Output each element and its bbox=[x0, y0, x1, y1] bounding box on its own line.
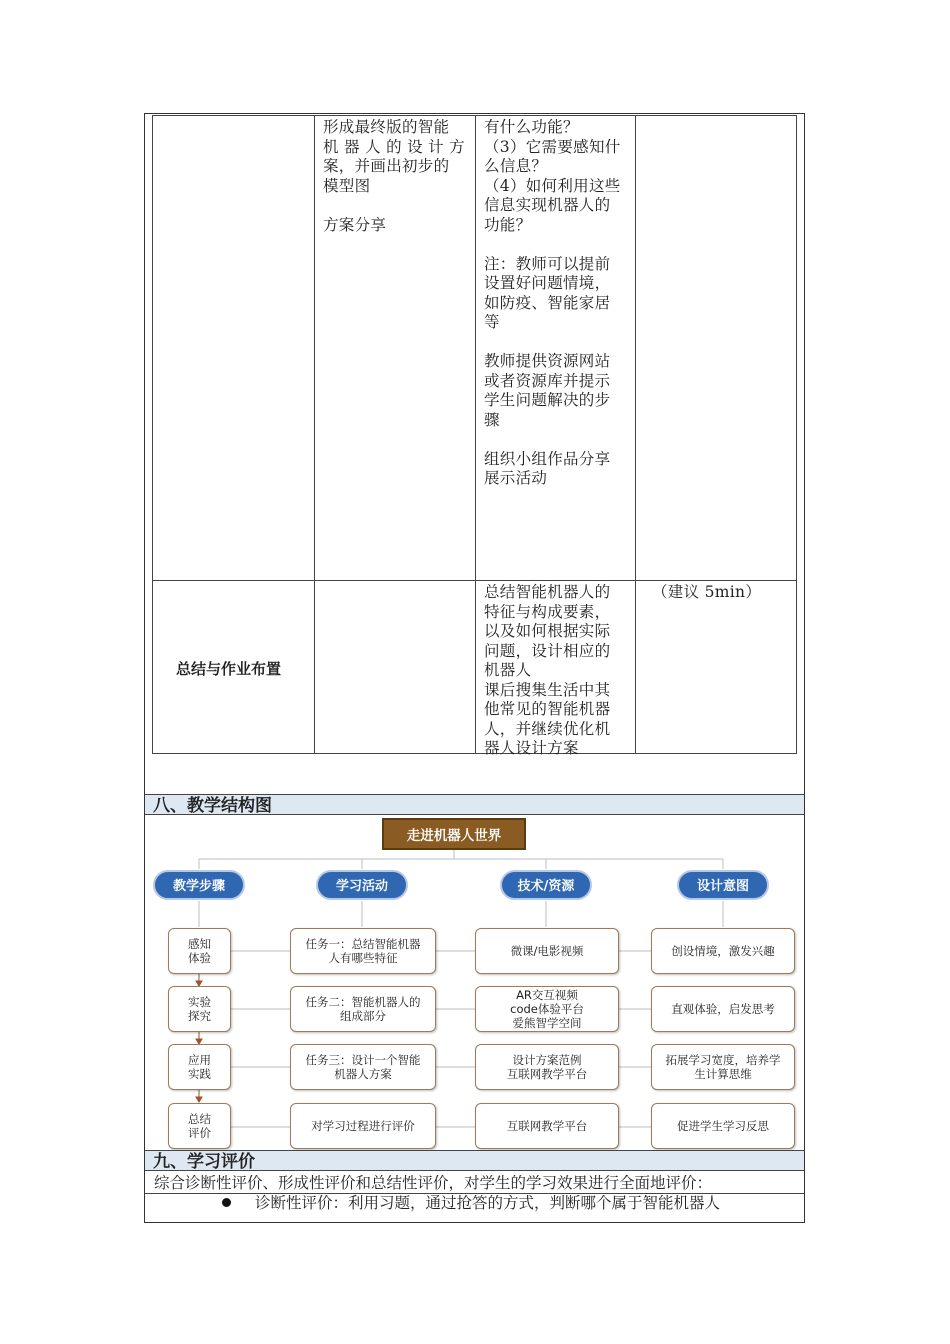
row-label-summary: 总结与作业布置 bbox=[176, 660, 282, 678]
header-tech-resources: 技术/资源 bbox=[500, 870, 592, 900]
text-line: 学生问题解决的步 bbox=[484, 391, 611, 409]
cell-teacher-top bbox=[484, 118, 630, 489]
step-box bbox=[168, 1103, 231, 1149]
intent-box bbox=[651, 1044, 795, 1090]
activity-box bbox=[290, 928, 436, 974]
text-line: 组织小组作品分享 bbox=[484, 449, 611, 468]
text-line: 如防疫、智能家居 bbox=[484, 293, 611, 312]
text-line: 课后搜集生活中其 bbox=[484, 680, 611, 699]
table-col-divider bbox=[635, 115, 636, 754]
resource-label: 设计方案范例 互联网教学平台 bbox=[506, 1053, 588, 1081]
resource-label: 微课/电影视频 bbox=[510, 944, 584, 958]
text-line: 注：教师可以提前 bbox=[484, 254, 611, 273]
activity-label: 任务二：智能机器人的 组成部分 bbox=[305, 995, 421, 1023]
intent-label: 拓展学习宽度，培养学 生计算思维 bbox=[665, 1053, 781, 1081]
text-line: 人，并继续优化机 bbox=[484, 719, 611, 738]
step-box bbox=[168, 986, 231, 1032]
evaluation-bullet-1: 诊断性评价：利用习题，通过抢答的方式，判断哪个属于智能机器人 bbox=[255, 1194, 721, 1212]
intent-box bbox=[651, 986, 795, 1032]
text-line: （3）它需要感知什 bbox=[484, 137, 621, 156]
resource-box bbox=[475, 986, 619, 1032]
text-line bbox=[484, 235, 630, 255]
text-line: 器人设计方案 bbox=[484, 739, 579, 757]
text-line: 案，并画出初步的 bbox=[323, 157, 450, 175]
text-line: 问题，设计相应的 bbox=[484, 641, 611, 660]
text-line bbox=[484, 430, 630, 450]
intent-box bbox=[651, 1103, 795, 1149]
text-line: 骤 bbox=[484, 410, 500, 429]
table-col-divider bbox=[314, 115, 315, 754]
intent-label: 创设情境，激发兴趣 bbox=[671, 944, 775, 958]
step-box bbox=[168, 928, 231, 974]
text-line bbox=[323, 196, 469, 216]
activity-box bbox=[290, 1103, 436, 1149]
text-line: 信息实现机器人的 bbox=[484, 196, 611, 214]
resource-box bbox=[475, 1044, 619, 1090]
section-9-heading: 九、学习评价 bbox=[145, 1150, 804, 1171]
resource-box bbox=[475, 928, 619, 974]
diagram-title: 走进机器人世界 bbox=[382, 818, 526, 850]
resource-box bbox=[475, 1103, 619, 1149]
step-label: 应用 实践 bbox=[188, 1053, 211, 1081]
diagram-connectors bbox=[145, 817, 804, 1148]
step-box bbox=[168, 1044, 231, 1090]
text-line: 方案分享 bbox=[323, 215, 387, 234]
activity-label: 对学习过程进行评价 bbox=[311, 1119, 415, 1133]
text-line: 有什么功能？ bbox=[484, 118, 579, 136]
activity-box bbox=[290, 1044, 436, 1090]
step-label: 感知 体验 bbox=[188, 937, 211, 965]
step-label: 实验 探究 bbox=[188, 995, 211, 1023]
text-line: 等 bbox=[484, 313, 500, 331]
text-line: 功能？ bbox=[484, 215, 532, 234]
text-line: 机 器 人 的 设 计 方 bbox=[323, 137, 465, 156]
teaching-structure-diagram bbox=[145, 817, 804, 1148]
text-line: 机器人 bbox=[484, 661, 532, 679]
table-col-divider bbox=[475, 115, 476, 754]
activity-label: 任务一：总结智能机器 人有哪些特征 bbox=[305, 937, 421, 965]
text-line: （4）如何利用这些 bbox=[484, 176, 621, 195]
activity-box bbox=[290, 986, 436, 1032]
cell-teacher-bottom bbox=[484, 583, 630, 759]
section-8-heading: 八、教学结构图 bbox=[145, 794, 804, 815]
cell-time-bottom: （建议 5min） bbox=[652, 583, 762, 601]
step-label: 总结 评价 bbox=[188, 1112, 211, 1140]
intent-label: 促进学生学习反思 bbox=[677, 1119, 769, 1133]
resource-label: AR交互视频 code体验平台 爱熊智学空间 bbox=[510, 988, 584, 1030]
section-divider bbox=[145, 1193, 804, 1194]
activity-label: 任务三：设计一个智能 机器人方案 bbox=[305, 1053, 421, 1081]
header-design-intent: 设计意图 bbox=[677, 870, 769, 900]
text-line: 展示活动 bbox=[484, 469, 548, 487]
text-line: 他常见的智能机器 bbox=[484, 700, 611, 718]
header-learning-activities: 学习活动 bbox=[316, 870, 408, 900]
text-line: 模型图 bbox=[323, 176, 371, 195]
header-teaching-steps: 教学步骤 bbox=[153, 870, 245, 900]
text-line: 设置好问题情境， bbox=[484, 274, 611, 292]
text-line: 教师提供资源网站 bbox=[484, 352, 611, 370]
cell-activity-top bbox=[323, 118, 469, 235]
text-line: 么信息？ bbox=[484, 157, 548, 175]
intent-box bbox=[651, 928, 795, 974]
text-line: 或者资源库并提示 bbox=[484, 371, 611, 390]
intent-label: 直观体验，启发思考 bbox=[671, 1002, 775, 1016]
table-row-divider bbox=[152, 580, 797, 581]
resource-label: 互联网教学平台 bbox=[506, 1119, 588, 1133]
text-line bbox=[484, 333, 630, 353]
text-line: 形成最终版的智能 bbox=[323, 118, 450, 136]
bullet-icon bbox=[222, 1198, 231, 1207]
evaluation-intro: 综合诊断性评价、形成性评价和总结性评价，对学生的学习效果进行全面地评价： bbox=[154, 1174, 713, 1192]
text-line: 以及如何根据实际 bbox=[484, 622, 611, 640]
text-line: 总结智能机器人的 bbox=[484, 583, 611, 601]
text-line: 特征与构成要素， bbox=[484, 602, 611, 621]
